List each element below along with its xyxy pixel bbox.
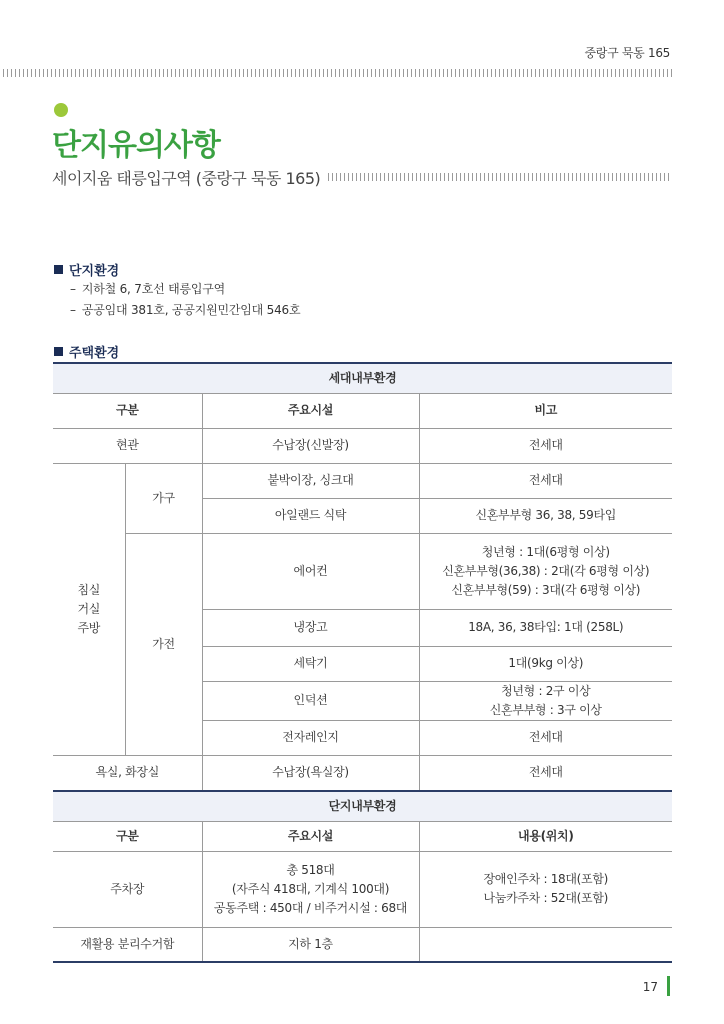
table-header-row	[53, 393, 672, 428]
section-heading-housing-env	[54, 342, 119, 361]
cell-note	[419, 681, 672, 720]
note-line: 나눔카주차 : 52대(포함)	[483, 891, 609, 905]
cell-category: 욕실, 화장실	[53, 755, 202, 791]
table-row	[53, 927, 672, 962]
room-label: 거실	[77, 601, 101, 616]
band-header-interior: 세대내부환경	[53, 363, 672, 393]
col-header-note: 비고	[419, 393, 672, 428]
cell-facility: 에어컨	[202, 533, 419, 609]
room-label: 주방	[77, 620, 101, 635]
header-location: 중랑구 묵동 165	[584, 46, 670, 60]
cell-facility: 인덕션	[202, 681, 419, 720]
facility-line: (자주식 418대, 기계식 100대)	[231, 881, 390, 896]
cell-note	[419, 927, 672, 962]
header-dotted-rule	[3, 69, 672, 77]
table-header-row	[53, 821, 672, 851]
cell-note: 전세대	[419, 720, 672, 755]
page-number-bar	[667, 976, 670, 996]
cell-facility: 아일랜드 식탁	[202, 498, 419, 533]
title-dot	[54, 103, 68, 117]
table-row	[53, 851, 672, 927]
cell-note: 1대(9kg 이상)	[419, 646, 672, 681]
page-subtitle: 세이지움 태릉입구역 (중랑구 묵동 165)	[52, 169, 321, 188]
table-row	[53, 533, 672, 609]
table-band-row	[53, 363, 672, 393]
cell-category: 재활용 분리수거함	[53, 927, 202, 962]
section-heading-label: 단지환경	[69, 264, 120, 279]
table-row	[53, 755, 672, 791]
page-number: 17	[642, 980, 658, 994]
table-row	[53, 463, 672, 498]
cell-facility: 전자레인지	[202, 720, 419, 755]
cell-note: 18A, 36, 38타입: 1대 (258L)	[419, 609, 672, 646]
cell-note	[419, 533, 672, 609]
cell-facility: 세탁기	[202, 646, 419, 681]
facility-line: 총 518대	[286, 862, 335, 877]
band-header-complex: 단지내부환경	[53, 791, 672, 821]
cell-facility: 수납장(신발장)	[202, 428, 419, 463]
list-item-text: 공공임대 381호, 공공지원민간임대 546호	[81, 303, 301, 317]
list-item	[70, 280, 225, 297]
cell-facility	[202, 851, 419, 927]
cell-subcategory-furniture: 가구	[125, 463, 202, 533]
cell-category: 주차장	[53, 851, 202, 927]
cell-facility: 붙박이장, 싱크대	[202, 463, 419, 498]
housing-environment-table	[53, 362, 672, 963]
note-line: 신혼부부형(36,38) : 2대(각 6평형 이상)	[442, 563, 650, 578]
col-header-facility: 주요시설	[202, 821, 419, 851]
cell-note: 전세대	[419, 755, 672, 791]
table-row	[53, 428, 672, 463]
note-line: 신혼부부형 : 3구 이상	[489, 702, 602, 717]
cell-category-rooms	[53, 463, 125, 755]
section-heading-complex-env	[54, 260, 119, 279]
subtitle-dotted-rule	[328, 173, 672, 181]
note-line: 장애인주차 : 18대(포함)	[483, 872, 609, 886]
square-bullet-icon	[54, 347, 63, 356]
page-title: 단지유의사항	[52, 128, 220, 163]
note-line: 신혼부부형(59) : 3대(각 6평형 이상)	[451, 582, 641, 597]
cell-category: 현관	[53, 428, 202, 463]
facility-line: 공동주택 : 450대 / 비주거시설 : 68대	[213, 900, 408, 915]
cell-note: 전세대	[419, 463, 672, 498]
cell-facility: 냉장고	[202, 609, 419, 646]
col-header-facility: 주요시설	[202, 393, 419, 428]
col-header-category: 구분	[53, 821, 202, 851]
col-header-location: 내용(위치)	[419, 821, 672, 851]
dash-bullet: –	[70, 282, 76, 296]
section-heading-label: 주택환경	[69, 346, 120, 361]
room-label: 침실	[77, 582, 101, 597]
dash-bullet: –	[70, 303, 76, 317]
square-bullet-icon	[54, 265, 63, 274]
list-item	[70, 301, 300, 318]
note-line: 청년형 : 2구 이상	[501, 683, 591, 698]
list-item-text: 지하철 6, 7호선 태릉입구역	[81, 282, 226, 296]
cell-note: 신혼부부형 36, 38, 59타입	[419, 498, 672, 533]
cell-note: 전세대	[419, 428, 672, 463]
note-line: 청년형 : 1대(6평형 이상)	[481, 544, 610, 559]
cell-subcategory-appliance: 가전	[125, 533, 202, 755]
cell-note	[419, 851, 672, 927]
cell-facility: 지하 1층	[202, 927, 419, 962]
cell-facility: 수납장(욕실장)	[202, 755, 419, 791]
col-header-category: 구분	[53, 393, 202, 428]
table-band-row	[53, 791, 672, 821]
